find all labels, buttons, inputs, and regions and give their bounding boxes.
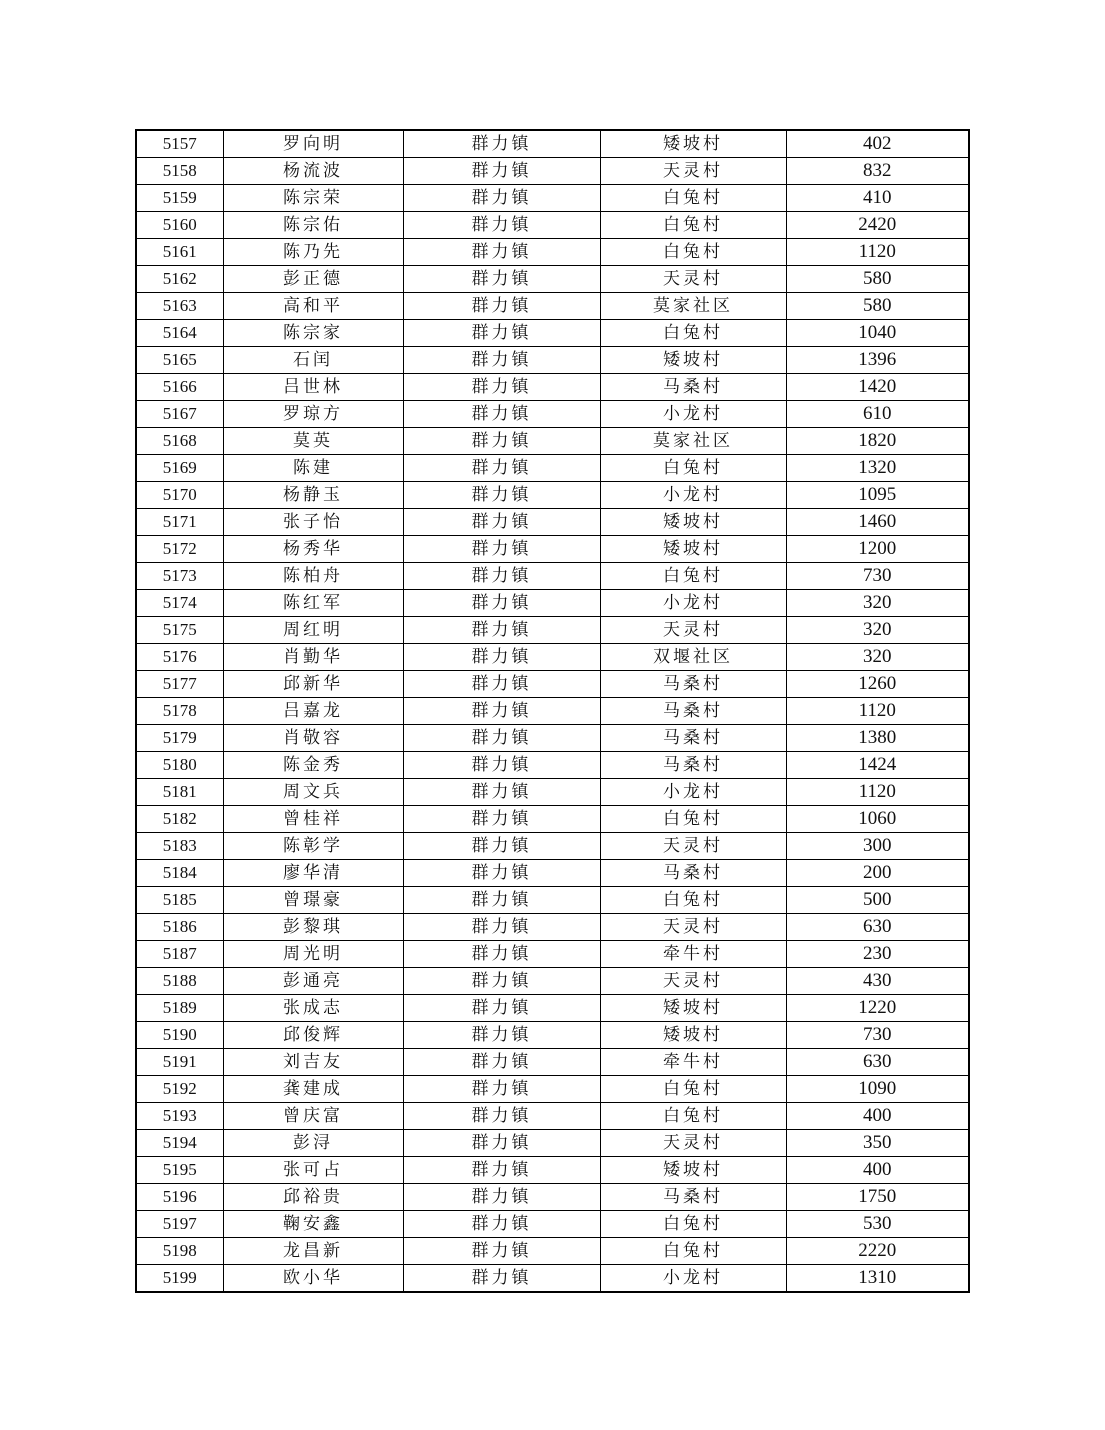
town-cell: 群力镇 bbox=[403, 455, 600, 482]
person-name-cell: 陈宗荣 bbox=[223, 185, 403, 212]
amount-cell: 410 bbox=[786, 185, 969, 212]
person-name-cell: 龙昌新 bbox=[223, 1238, 403, 1265]
person-name-cell: 张可占 bbox=[223, 1157, 403, 1184]
person-name-cell: 周文兵 bbox=[223, 779, 403, 806]
town-cell: 群力镇 bbox=[403, 1049, 600, 1076]
table-row bbox=[136, 374, 969, 401]
person-name-cell: 周红明 bbox=[223, 617, 403, 644]
person-name-cell: 张子怡 bbox=[223, 509, 403, 536]
amount-cell: 1260 bbox=[786, 671, 969, 698]
town-cell: 群力镇 bbox=[403, 968, 600, 995]
person-name-cell: 廖华清 bbox=[223, 860, 403, 887]
village-cell: 天灵村 bbox=[600, 266, 786, 293]
village-cell: 白兔村 bbox=[600, 320, 786, 347]
amount-cell: 1750 bbox=[786, 1184, 969, 1211]
serial-number-cell: 5184 bbox=[136, 860, 223, 887]
town-cell: 群力镇 bbox=[403, 212, 600, 239]
amount-cell: 230 bbox=[786, 941, 969, 968]
serial-number-cell: 5167 bbox=[136, 401, 223, 428]
town-cell: 群力镇 bbox=[403, 860, 600, 887]
village-cell: 白兔村 bbox=[600, 1076, 786, 1103]
serial-number-cell: 5186 bbox=[136, 914, 223, 941]
serial-number-cell: 5185 bbox=[136, 887, 223, 914]
amount-cell: 1220 bbox=[786, 995, 969, 1022]
serial-number-cell: 5183 bbox=[136, 833, 223, 860]
amount-cell: 2420 bbox=[786, 212, 969, 239]
table-row bbox=[136, 752, 969, 779]
person-name-cell: 邱裕贵 bbox=[223, 1184, 403, 1211]
town-cell: 群力镇 bbox=[403, 887, 600, 914]
village-cell: 矮坡村 bbox=[600, 995, 786, 1022]
town-cell: 群力镇 bbox=[403, 293, 600, 320]
village-cell: 矮坡村 bbox=[600, 130, 786, 158]
village-cell: 白兔村 bbox=[600, 887, 786, 914]
serial-number-cell: 5178 bbox=[136, 698, 223, 725]
serial-number-cell: 5170 bbox=[136, 482, 223, 509]
amount-cell: 1396 bbox=[786, 347, 969, 374]
table-row bbox=[136, 1184, 969, 1211]
village-cell: 矮坡村 bbox=[600, 509, 786, 536]
village-cell: 天灵村 bbox=[600, 617, 786, 644]
amount-cell: 1460 bbox=[786, 509, 969, 536]
table-row bbox=[136, 1103, 969, 1130]
person-name-cell: 彭浔 bbox=[223, 1130, 403, 1157]
amount-cell: 1060 bbox=[786, 806, 969, 833]
table-row bbox=[136, 725, 969, 752]
village-cell: 天灵村 bbox=[600, 914, 786, 941]
person-name-cell: 石闰 bbox=[223, 347, 403, 374]
amount-cell: 1120 bbox=[786, 239, 969, 266]
village-cell: 天灵村 bbox=[600, 1130, 786, 1157]
village-cell: 白兔村 bbox=[600, 1103, 786, 1130]
village-cell: 天灵村 bbox=[600, 968, 786, 995]
village-cell: 牵牛村 bbox=[600, 941, 786, 968]
person-name-cell: 陈乃先 bbox=[223, 239, 403, 266]
serial-number-cell: 5174 bbox=[136, 590, 223, 617]
village-cell: 马桑村 bbox=[600, 698, 786, 725]
table-row bbox=[136, 401, 969, 428]
village-cell: 白兔村 bbox=[600, 806, 786, 833]
town-cell: 群力镇 bbox=[403, 752, 600, 779]
serial-number-cell: 5188 bbox=[136, 968, 223, 995]
amount-cell: 630 bbox=[786, 1049, 969, 1076]
town-cell: 群力镇 bbox=[403, 536, 600, 563]
serial-number-cell: 5160 bbox=[136, 212, 223, 239]
table-row bbox=[136, 158, 969, 185]
town-cell: 群力镇 bbox=[403, 914, 600, 941]
person-name-cell: 肖敬容 bbox=[223, 725, 403, 752]
amount-cell: 1380 bbox=[786, 725, 969, 752]
person-name-cell: 吕世林 bbox=[223, 374, 403, 401]
village-cell: 小龙村 bbox=[600, 401, 786, 428]
serial-number-cell: 5191 bbox=[136, 1049, 223, 1076]
town-cell: 群力镇 bbox=[403, 347, 600, 374]
town-cell: 群力镇 bbox=[403, 1265, 600, 1293]
town-cell: 群力镇 bbox=[403, 266, 600, 293]
table-row bbox=[136, 239, 969, 266]
town-cell: 群力镇 bbox=[403, 1238, 600, 1265]
serial-number-cell: 5165 bbox=[136, 347, 223, 374]
village-cell: 天灵村 bbox=[600, 158, 786, 185]
village-cell: 天灵村 bbox=[600, 833, 786, 860]
person-name-cell: 莫英 bbox=[223, 428, 403, 455]
amount-cell: 2220 bbox=[786, 1238, 969, 1265]
roster-table-body bbox=[136, 130, 969, 1292]
person-name-cell: 陈金秀 bbox=[223, 752, 403, 779]
amount-cell: 300 bbox=[786, 833, 969, 860]
table-row bbox=[136, 1130, 969, 1157]
town-cell: 群力镇 bbox=[403, 401, 600, 428]
serial-number-cell: 5182 bbox=[136, 806, 223, 833]
serial-number-cell: 5179 bbox=[136, 725, 223, 752]
table-row bbox=[136, 320, 969, 347]
person-name-cell: 杨流波 bbox=[223, 158, 403, 185]
amount-cell: 402 bbox=[786, 130, 969, 158]
amount-cell: 580 bbox=[786, 266, 969, 293]
village-cell: 莫家社区 bbox=[600, 428, 786, 455]
town-cell: 群力镇 bbox=[403, 239, 600, 266]
village-cell: 小龙村 bbox=[600, 590, 786, 617]
amount-cell: 1200 bbox=[786, 536, 969, 563]
town-cell: 群力镇 bbox=[403, 779, 600, 806]
village-cell: 莫家社区 bbox=[600, 293, 786, 320]
person-name-cell: 刘吉友 bbox=[223, 1049, 403, 1076]
village-cell: 马桑村 bbox=[600, 752, 786, 779]
village-cell: 小龙村 bbox=[600, 482, 786, 509]
serial-number-cell: 5159 bbox=[136, 185, 223, 212]
town-cell: 群力镇 bbox=[403, 1103, 600, 1130]
serial-number-cell: 5158 bbox=[136, 158, 223, 185]
town-cell: 群力镇 bbox=[403, 590, 600, 617]
town-cell: 群力镇 bbox=[403, 644, 600, 671]
amount-cell: 1420 bbox=[786, 374, 969, 401]
table-row bbox=[136, 941, 969, 968]
amount-cell: 320 bbox=[786, 590, 969, 617]
person-name-cell: 罗琼方 bbox=[223, 401, 403, 428]
serial-number-cell: 5195 bbox=[136, 1157, 223, 1184]
table-row bbox=[136, 968, 969, 995]
amount-cell: 1120 bbox=[786, 779, 969, 806]
serial-number-cell: 5176 bbox=[136, 644, 223, 671]
serial-number-cell: 5164 bbox=[136, 320, 223, 347]
amount-cell: 630 bbox=[786, 914, 969, 941]
village-cell: 白兔村 bbox=[600, 455, 786, 482]
serial-number-cell: 5162 bbox=[136, 266, 223, 293]
person-name-cell: 陈红军 bbox=[223, 590, 403, 617]
person-name-cell: 彭黎琪 bbox=[223, 914, 403, 941]
village-cell: 马桑村 bbox=[600, 725, 786, 752]
town-cell: 群力镇 bbox=[403, 725, 600, 752]
table-row bbox=[136, 212, 969, 239]
amount-cell: 430 bbox=[786, 968, 969, 995]
amount-cell: 1310 bbox=[786, 1265, 969, 1293]
person-name-cell: 陈建 bbox=[223, 455, 403, 482]
village-cell: 白兔村 bbox=[600, 212, 786, 239]
table-row bbox=[136, 617, 969, 644]
village-cell: 白兔村 bbox=[600, 185, 786, 212]
person-name-cell: 曾庆富 bbox=[223, 1103, 403, 1130]
table-row bbox=[136, 860, 969, 887]
serial-number-cell: 5193 bbox=[136, 1103, 223, 1130]
serial-number-cell: 5177 bbox=[136, 671, 223, 698]
serial-number-cell: 5175 bbox=[136, 617, 223, 644]
table-row bbox=[136, 914, 969, 941]
town-cell: 群力镇 bbox=[403, 1076, 600, 1103]
person-name-cell: 曾桂祥 bbox=[223, 806, 403, 833]
person-name-cell: 陈宗佑 bbox=[223, 212, 403, 239]
town-cell: 群力镇 bbox=[403, 698, 600, 725]
amount-cell: 730 bbox=[786, 563, 969, 590]
serial-number-cell: 5173 bbox=[136, 563, 223, 590]
village-cell: 白兔村 bbox=[600, 1238, 786, 1265]
town-cell: 群力镇 bbox=[403, 671, 600, 698]
serial-number-cell: 5168 bbox=[136, 428, 223, 455]
table-row bbox=[136, 266, 969, 293]
amount-cell: 400 bbox=[786, 1103, 969, 1130]
person-name-cell: 张成志 bbox=[223, 995, 403, 1022]
amount-cell: 610 bbox=[786, 401, 969, 428]
table-row bbox=[136, 1076, 969, 1103]
amount-cell: 730 bbox=[786, 1022, 969, 1049]
serial-number-cell: 5187 bbox=[136, 941, 223, 968]
table-row bbox=[136, 833, 969, 860]
table-row bbox=[136, 590, 969, 617]
village-cell: 白兔村 bbox=[600, 239, 786, 266]
person-name-cell: 罗向明 bbox=[223, 130, 403, 158]
serial-number-cell: 5157 bbox=[136, 130, 223, 158]
town-cell: 群力镇 bbox=[403, 509, 600, 536]
serial-number-cell: 5194 bbox=[136, 1130, 223, 1157]
table-row bbox=[136, 482, 969, 509]
table-row bbox=[136, 347, 969, 374]
person-name-cell: 邱新华 bbox=[223, 671, 403, 698]
amount-cell: 1424 bbox=[786, 752, 969, 779]
town-cell: 群力镇 bbox=[403, 1184, 600, 1211]
serial-number-cell: 5190 bbox=[136, 1022, 223, 1049]
table-row bbox=[136, 806, 969, 833]
town-cell: 群力镇 bbox=[403, 158, 600, 185]
person-name-cell: 陈彰学 bbox=[223, 833, 403, 860]
table-row bbox=[136, 509, 969, 536]
serial-number-cell: 5196 bbox=[136, 1184, 223, 1211]
village-cell: 小龙村 bbox=[600, 1265, 786, 1293]
village-cell: 马桑村 bbox=[600, 374, 786, 401]
village-cell: 白兔村 bbox=[600, 1211, 786, 1238]
person-name-cell: 陈柏舟 bbox=[223, 563, 403, 590]
village-cell: 小龙村 bbox=[600, 779, 786, 806]
amount-cell: 1320 bbox=[786, 455, 969, 482]
amount-cell: 500 bbox=[786, 887, 969, 914]
serial-number-cell: 5171 bbox=[136, 509, 223, 536]
table-row bbox=[136, 995, 969, 1022]
amount-cell: 530 bbox=[786, 1211, 969, 1238]
person-name-cell: 陈宗家 bbox=[223, 320, 403, 347]
town-cell: 群力镇 bbox=[403, 374, 600, 401]
serial-number-cell: 5163 bbox=[136, 293, 223, 320]
person-name-cell: 杨秀华 bbox=[223, 536, 403, 563]
person-name-cell: 彭正德 bbox=[223, 266, 403, 293]
amount-cell: 320 bbox=[786, 644, 969, 671]
village-cell: 马桑村 bbox=[600, 1184, 786, 1211]
town-cell: 群力镇 bbox=[403, 320, 600, 347]
table-row bbox=[136, 1157, 969, 1184]
town-cell: 群力镇 bbox=[403, 833, 600, 860]
serial-number-cell: 5172 bbox=[136, 536, 223, 563]
person-name-cell: 鞠安鑫 bbox=[223, 1211, 403, 1238]
town-cell: 群力镇 bbox=[403, 130, 600, 158]
table-row bbox=[136, 671, 969, 698]
serial-number-cell: 5180 bbox=[136, 752, 223, 779]
serial-number-cell: 5181 bbox=[136, 779, 223, 806]
village-cell: 双堰社区 bbox=[600, 644, 786, 671]
person-name-cell: 吕嘉龙 bbox=[223, 698, 403, 725]
table-row bbox=[136, 130, 969, 158]
table-row bbox=[136, 293, 969, 320]
town-cell: 群力镇 bbox=[403, 617, 600, 644]
village-cell: 矮坡村 bbox=[600, 536, 786, 563]
town-cell: 群力镇 bbox=[403, 941, 600, 968]
serial-number-cell: 5198 bbox=[136, 1238, 223, 1265]
serial-number-cell: 5192 bbox=[136, 1076, 223, 1103]
village-cell: 矮坡村 bbox=[600, 1157, 786, 1184]
amount-cell: 1120 bbox=[786, 698, 969, 725]
town-cell: 群力镇 bbox=[403, 806, 600, 833]
serial-number-cell: 5189 bbox=[136, 995, 223, 1022]
table-row bbox=[136, 1022, 969, 1049]
table-row bbox=[136, 536, 969, 563]
table-row bbox=[136, 698, 969, 725]
serial-number-cell: 5161 bbox=[136, 239, 223, 266]
amount-cell: 1820 bbox=[786, 428, 969, 455]
town-cell: 群力镇 bbox=[403, 185, 600, 212]
table-row bbox=[136, 1238, 969, 1265]
amount-cell: 400 bbox=[786, 1157, 969, 1184]
amount-cell: 1095 bbox=[786, 482, 969, 509]
town-cell: 群力镇 bbox=[403, 995, 600, 1022]
village-cell: 马桑村 bbox=[600, 860, 786, 887]
serial-number-cell: 5169 bbox=[136, 455, 223, 482]
town-cell: 群力镇 bbox=[403, 1130, 600, 1157]
person-name-cell: 龚建成 bbox=[223, 1076, 403, 1103]
person-name-cell: 周光明 bbox=[223, 941, 403, 968]
town-cell: 群力镇 bbox=[403, 428, 600, 455]
town-cell: 群力镇 bbox=[403, 482, 600, 509]
roster-table bbox=[135, 129, 970, 1293]
table-row bbox=[136, 779, 969, 806]
table-row bbox=[136, 1211, 969, 1238]
town-cell: 群力镇 bbox=[403, 1157, 600, 1184]
amount-cell: 1040 bbox=[786, 320, 969, 347]
village-cell: 白兔村 bbox=[600, 563, 786, 590]
town-cell: 群力镇 bbox=[403, 563, 600, 590]
town-cell: 群力镇 bbox=[403, 1211, 600, 1238]
town-cell: 群力镇 bbox=[403, 1022, 600, 1049]
person-name-cell: 杨静玉 bbox=[223, 482, 403, 509]
village-cell: 马桑村 bbox=[600, 671, 786, 698]
amount-cell: 832 bbox=[786, 158, 969, 185]
amount-cell: 1090 bbox=[786, 1076, 969, 1103]
table-row bbox=[136, 887, 969, 914]
table-row bbox=[136, 185, 969, 212]
person-name-cell: 欧小华 bbox=[223, 1265, 403, 1293]
village-cell: 牵牛村 bbox=[600, 1049, 786, 1076]
amount-cell: 350 bbox=[786, 1130, 969, 1157]
table-row bbox=[136, 428, 969, 455]
serial-number-cell: 5199 bbox=[136, 1265, 223, 1293]
amount-cell: 200 bbox=[786, 860, 969, 887]
amount-cell: 580 bbox=[786, 293, 969, 320]
table-row bbox=[136, 563, 969, 590]
person-name-cell: 曾璟豪 bbox=[223, 887, 403, 914]
village-cell: 矮坡村 bbox=[600, 1022, 786, 1049]
serial-number-cell: 5166 bbox=[136, 374, 223, 401]
table-row bbox=[136, 644, 969, 671]
village-cell: 矮坡村 bbox=[600, 347, 786, 374]
person-name-cell: 邱俊辉 bbox=[223, 1022, 403, 1049]
person-name-cell: 高和平 bbox=[223, 293, 403, 320]
table-row bbox=[136, 1265, 969, 1293]
table-row bbox=[136, 1049, 969, 1076]
amount-cell: 320 bbox=[786, 617, 969, 644]
table-row bbox=[136, 455, 969, 482]
person-name-cell: 肖勤华 bbox=[223, 644, 403, 671]
serial-number-cell: 5197 bbox=[136, 1211, 223, 1238]
person-name-cell: 彭通亮 bbox=[223, 968, 403, 995]
